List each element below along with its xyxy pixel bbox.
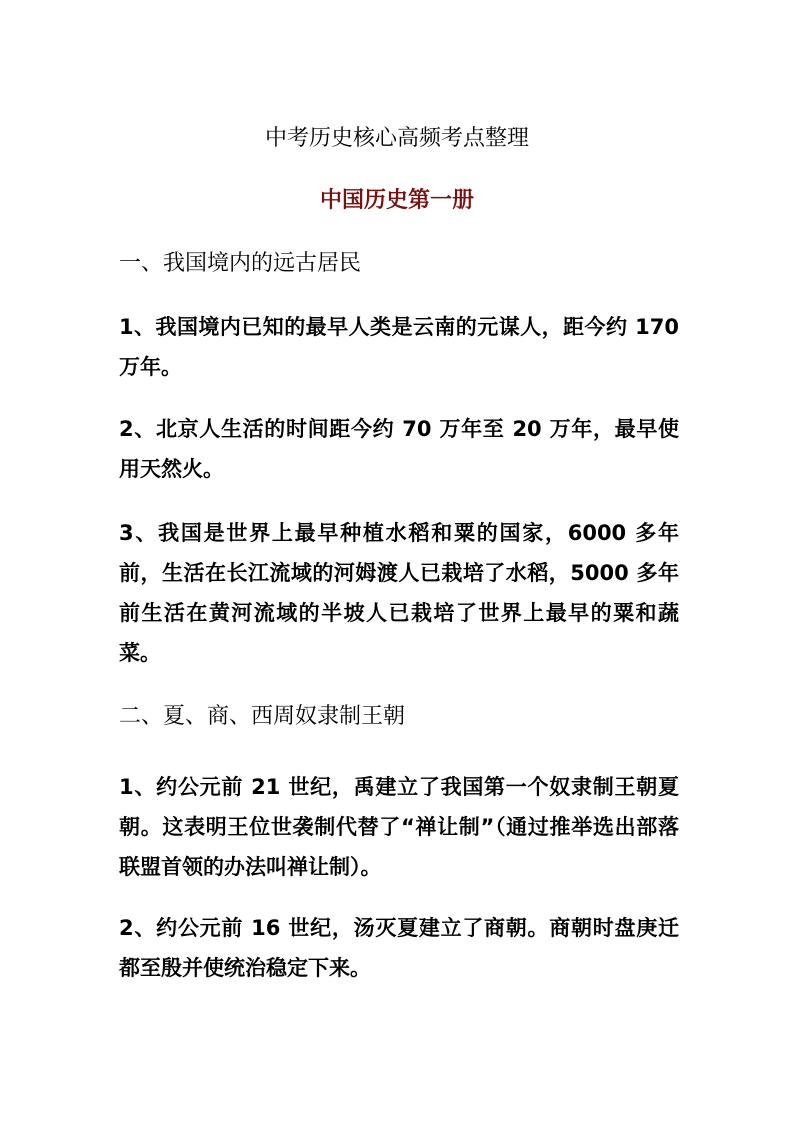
list-item: 2、北京人生活的时间距今约 70 万年至 20 万年，最早使用天然火。	[119, 417, 679, 481]
section-heading: 二、夏、商、西周奴隶制王朝	[119, 704, 406, 729]
list-item: 3、我国是世界上最早种植水稻和粟的国家，6000 多年前，生活在长江流域的河姆渡人已栽培了水稻，5000 多年前生活在黄河流域的半坡人已栽培了世界上最早的粟和蔬菜。	[119, 521, 679, 665]
document-subtitle: 中国历史第一册	[319, 187, 474, 213]
list-item: 1、约公元前 21 世纪，禹建立了我国第一个奴隶制王朝夏朝。这表明王位世袭制代替了“禅让制”（通过推举选出部落联盟首领的办法叫禅让制）。	[119, 775, 679, 879]
list-item: 2、约公元前 16 世纪，汤灭夏建立了商朝。商朝时盘庚迁都至殷并使统治稳定下来。	[119, 916, 679, 980]
list-item: 1、我国境内已知的最早人类是云南的元谋人，距今约 170 万年。	[119, 315, 679, 379]
document-title: 中考历史核心高频考点整理	[264, 126, 529, 151]
section-heading: 一、我国境内的远古居民	[119, 251, 362, 276]
